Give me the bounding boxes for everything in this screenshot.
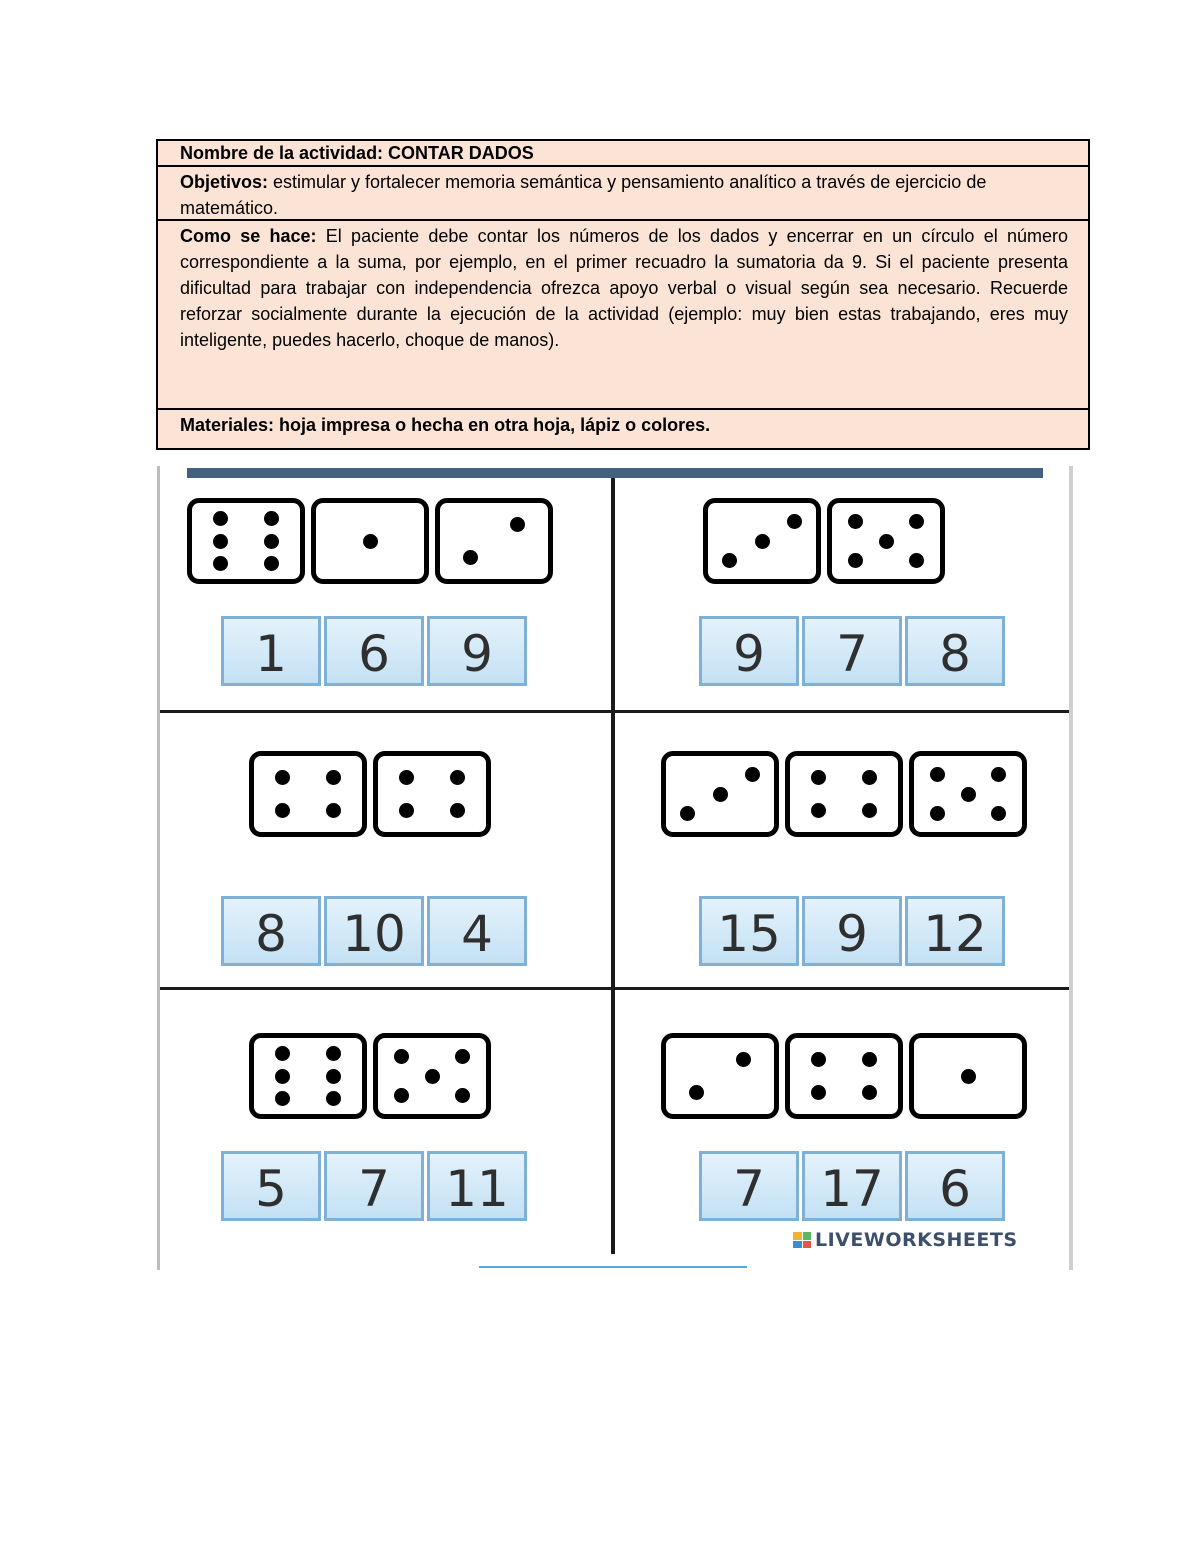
- dice-group: [187, 498, 553, 584]
- answer-options: [699, 1151, 1008, 1221]
- die-face-1: [311, 498, 429, 584]
- answer-options: [699, 896, 1008, 966]
- die-face-4: [373, 751, 491, 837]
- liveworksheets-logo: [793, 1228, 1063, 1252]
- die-face-4: [249, 751, 367, 837]
- die-face-5: [909, 751, 1027, 837]
- die-pip: [450, 803, 465, 818]
- die-pip: [399, 803, 414, 818]
- answer-options: [221, 616, 530, 686]
- die-face-6: [187, 498, 305, 584]
- die-pip: [722, 553, 737, 568]
- bottom-accent-line: [479, 1266, 747, 1268]
- die-pip: [213, 556, 228, 571]
- die-pip: [811, 1052, 826, 1067]
- die-pip: [326, 1046, 341, 1061]
- die-pip: [811, 803, 826, 818]
- die-face-4: [785, 751, 903, 837]
- grid-vertical-divider: [611, 478, 615, 1254]
- die-pip: [425, 1069, 440, 1084]
- worksheet-left-edge: [157, 466, 160, 1270]
- die-pip: [264, 534, 279, 549]
- die-pip: [264, 511, 279, 526]
- die-pip: [264, 556, 279, 571]
- die-pip: [326, 803, 341, 818]
- objectives-text: estimular y fortalecer memoria semántica y pensamiento analítico a través de ejercicio de matemático.: [180, 172, 987, 218]
- die-face-3: [661, 751, 779, 837]
- answer-option[interactable]: 6: [905, 1151, 1005, 1221]
- instructions-text: El paciente debe contar los números de los dados y encerrar en un círculo el número correspondiente a la suma, por ejemplo, en el primer recuadro la sumatoria da 9. Si el paciente presenta dificultad para trabajar con independencia ofrezca apoyo verbal o visual según sea necesario. Recuerde reforzar socialmente durante la ejecución de la actividad (ejemplo: muy bien estas trabajando, eres muy inteligente, puedes hacerlo, choque de manos).: [180, 226, 1068, 350]
- die-pip: [862, 803, 877, 818]
- instructions-label: Como se hace:: [180, 226, 317, 246]
- liveworksheets-mark-icon: [793, 1232, 811, 1248]
- die-face-5: [373, 1033, 491, 1119]
- dice-worksheet: [157, 466, 1073, 1270]
- die-pip: [961, 1069, 976, 1084]
- answer-option[interactable]: 9: [699, 616, 799, 686]
- die-face-3: [703, 498, 821, 584]
- dice-group: [661, 751, 1027, 837]
- die-pip: [787, 514, 802, 529]
- die-pip: [811, 770, 826, 785]
- instructions-row: [158, 221, 1088, 410]
- answer-option[interactable]: 4: [427, 896, 527, 966]
- die-face-2: [435, 498, 553, 584]
- activity-info-table: [156, 139, 1090, 450]
- die-pip: [811, 1085, 826, 1100]
- die-pip: [213, 534, 228, 549]
- answer-options: [221, 1151, 530, 1221]
- answer-options: [221, 896, 530, 966]
- die-pip: [275, 1046, 290, 1061]
- dice-group: [249, 751, 491, 837]
- answer-option[interactable]: 7: [802, 616, 902, 686]
- die-pip: [326, 1069, 341, 1084]
- answer-option[interactable]: 8: [221, 896, 321, 966]
- answer-option[interactable]: 7: [324, 1151, 424, 1221]
- answer-option[interactable]: 12: [905, 896, 1005, 966]
- answer-option[interactable]: 11: [427, 1151, 527, 1221]
- dice-group: [661, 1033, 1027, 1119]
- die-pip: [713, 787, 728, 802]
- die-pip: [961, 787, 976, 802]
- die-pip: [326, 770, 341, 785]
- die-pip: [463, 550, 478, 565]
- die-pip: [455, 1088, 470, 1103]
- die-pip: [862, 770, 877, 785]
- die-pip: [275, 770, 290, 785]
- die-pip: [326, 1091, 341, 1106]
- die-pip: [848, 553, 863, 568]
- dice-group: [703, 498, 945, 584]
- die-pip: [991, 806, 1006, 821]
- die-pip: [909, 553, 924, 568]
- die-pip: [862, 1052, 877, 1067]
- grid-horizontal-divider: [160, 987, 1069, 990]
- answer-option[interactable]: 9: [427, 616, 527, 686]
- answer-option[interactable]: 7: [699, 1151, 799, 1221]
- die-pip: [991, 767, 1006, 782]
- die-pip: [275, 1069, 290, 1084]
- logo-text: LIVEWORKSHEETS: [815, 1229, 1018, 1251]
- die-pip: [736, 1052, 751, 1067]
- objectives-label: Objetivos:: [180, 172, 269, 192]
- die-pip: [689, 1085, 704, 1100]
- die-pip: [930, 806, 945, 821]
- die-pip: [862, 1085, 877, 1100]
- worksheet-right-edge: [1069, 466, 1073, 1270]
- answer-option[interactable]: 6: [324, 616, 424, 686]
- grid-horizontal-divider: [160, 710, 1069, 713]
- die-pip: [879, 534, 894, 549]
- objectives-row: [158, 167, 1088, 221]
- die-pip: [930, 767, 945, 782]
- die-pip: [450, 770, 465, 785]
- answer-options: [699, 616, 1008, 686]
- die-pip: [745, 767, 760, 782]
- die-pip: [680, 806, 695, 821]
- die-pip: [363, 534, 378, 549]
- die-pip: [275, 803, 290, 818]
- die-face-1: [909, 1033, 1027, 1119]
- die-pip: [909, 514, 924, 529]
- die-pip: [755, 534, 770, 549]
- answer-option[interactable]: 8: [905, 616, 1005, 686]
- answer-option[interactable]: 17: [802, 1151, 902, 1221]
- answer-option[interactable]: 5: [221, 1151, 321, 1221]
- die-face-5: [827, 498, 945, 584]
- die-face-4: [785, 1033, 903, 1119]
- die-pip: [394, 1088, 409, 1103]
- answer-option[interactable]: 15: [699, 896, 799, 966]
- die-pip: [394, 1049, 409, 1064]
- die-face-2: [661, 1033, 779, 1119]
- die-pip: [848, 514, 863, 529]
- materials-row: Materiales: hoja impresa o hecha en otra hoja, lápiz o colores.: [180, 415, 711, 435]
- dice-group: [249, 1033, 491, 1119]
- activity-name: Nombre de la actividad: CONTAR DADOS: [158, 141, 1088, 167]
- die-pip: [213, 511, 228, 526]
- die-face-6: [249, 1033, 367, 1119]
- die-pip: [455, 1049, 470, 1064]
- worksheet-top-bar: [187, 468, 1043, 478]
- die-pip: [275, 1091, 290, 1106]
- die-pip: [399, 770, 414, 785]
- answer-option[interactable]: 9: [802, 896, 902, 966]
- answer-option[interactable]: 1: [221, 616, 321, 686]
- die-pip: [510, 517, 525, 532]
- answer-option[interactable]: 10: [324, 896, 424, 966]
